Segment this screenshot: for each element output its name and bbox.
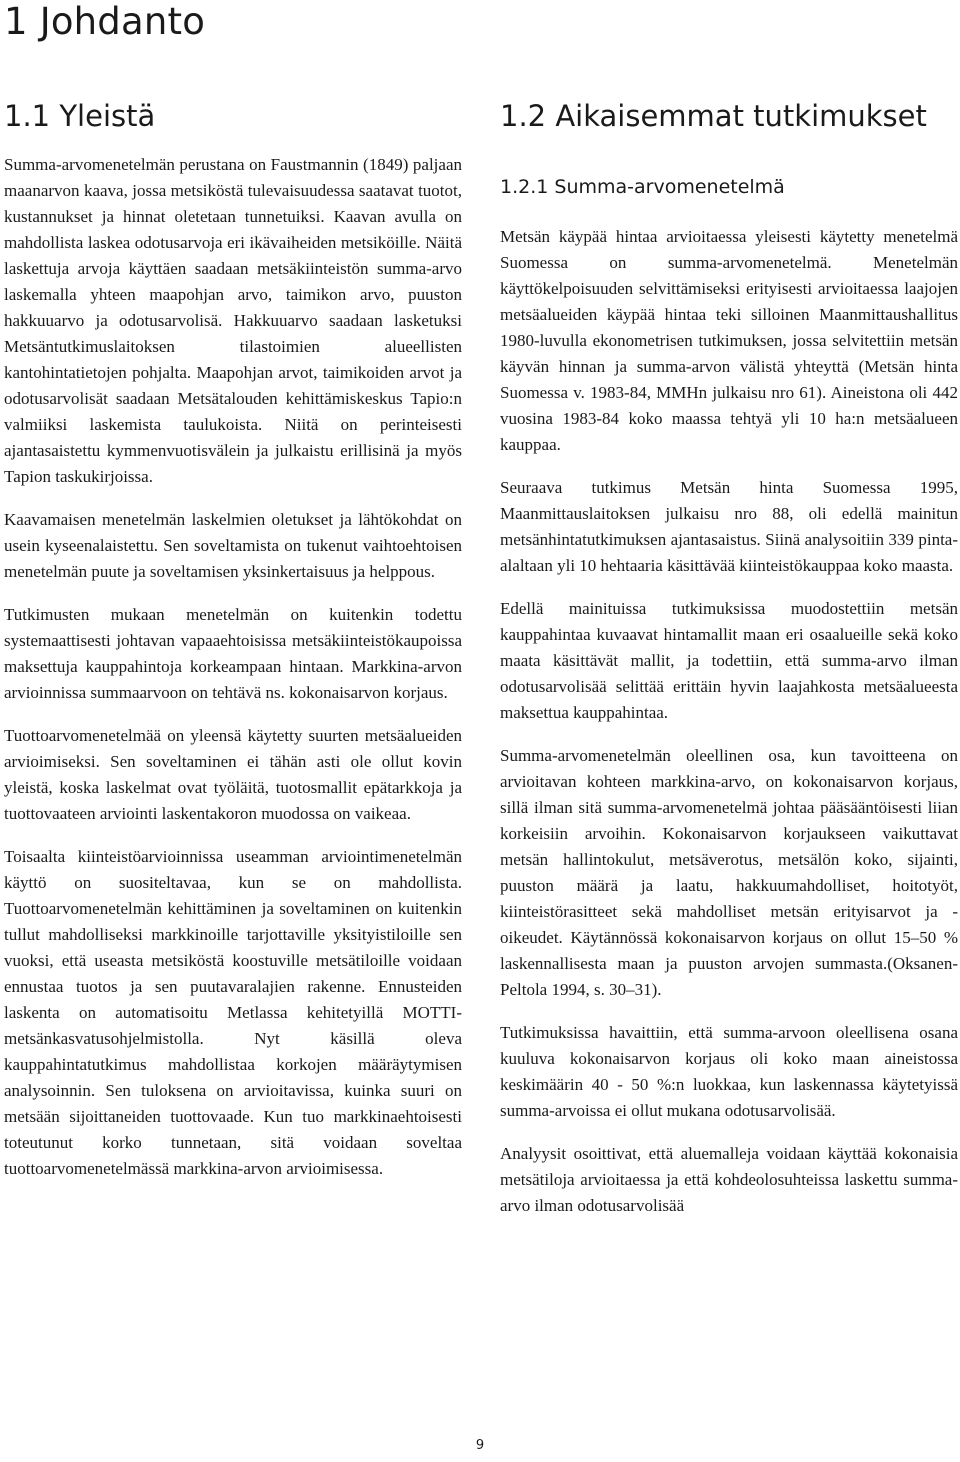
paragraph: Metsän käypää hintaa arvioitaessa yleisesti käytetty menetelmä Suomessa on summa-arvomenetelmä. Menetelmän käyttökelpoisuuden selvittämiseksi erityisesti arvioitaessa laajojen metsäalueiden käypää hintaa teki silloinen Maanmittaushallitus 1980-luvulla ekonometrisen tutkimuksen, jossa selvitettiin metsän käyvän hinnan ja summa-arvon välistä yhteyttä (Metsän hinta Suomessa v. 1983-84, MMHn julkaisu nro 61). Aineistona oli 442 vuosina 1983-84 koko maassa tehtyä yli 10 ha:n metsäalueen kauppaa. xyxy=(500,227,958,454)
chapter-title: 1 Johdanto xyxy=(4,0,206,43)
right-column xyxy=(500,224,958,1236)
paragraph: Kaavamaisen menetelmän laskelmien oletukset ja lähtökohdat on usein kyseenalaistettu. Sen soveltamista on tukenut vaihtoehtoisen menetelmän puute ja soveltamisen yksinkertaisuus ja helppous. xyxy=(4,510,462,581)
paragraph: Tutkimuksissa havaittiin, että summa-arvoon oleellisena osana kuuluva kokonaisarvon korjaus oli koko maan aineistossa keskimäärin 40 - 50 %:n luokkaa, kun laskennassa käytetyissä summa-arvoissa ei ollut mukana odotusarvolisää. xyxy=(500,1023,958,1120)
subsection-heading-summa-arvomenetelma: 1.2.1 Summa-arvomenetelmä xyxy=(500,176,785,198)
paragraph: Edellä mainituissa tutkimuksissa muodostettiin metsän kauppahintaa kuvaavat hintamallit maan eri osaalueille sekä koko maata käsittävät mallit, ja todettiin, että summa-arvo ilman odotusarvolisää selittää erittäin hyvin laajahkosta metsäalueesta maksettua kauppahintaa. xyxy=(500,599,958,722)
paragraph: Seuraava tutkimus Metsän hinta Suomessa 1995, Maanmittauslaitoksen julkaisu nro 88, oli edellä mainitun metsänhintatutkimuksen ajantasaistus. Siinä analysoitiin 339 pinta-alaltaan yli 10 hehtaaria käsittävää kiinteistökauppaa koko maasta. xyxy=(500,478,958,575)
paragraph: Toisaalta kiinteistöarvioinnissa useamman arviointimenetelmän käyttö on suositeltavaa, kun se on mahdollista. Tuottoarvomenetelmän kehittäminen ja soveltaminen on kuitenkin tullut mahdolliseksi markkinoille tarjottaville yksityistiloille sen vuoksi, että useasta metsiköstä koostuville metsätiloille voidaan ennustaa tuotos ja sen puutavaralajien rakenne. Ennusteiden laskenta on automatisoitu Metlassa kehitetyillä MOTTI-metsänkasvatusohjelmistolla. Nyt käsillä oleva kauppahintatutkimus mahdollistaa korkojen määräytymisen analysoinnin. Sen tuloksena on arvioitavissa, kuinka suuri on metsään sijoittaneiden tuottovaade. Kun tuo markkinaehtoisesti toteutunut korko tunnetaan, sitä voidaan soveltaa tuottoarvomenetelmässä markkina-arvon arvioimisessa. xyxy=(4,847,462,1178)
paragraph: Summa-arvomenetelmän perustana on Faustmannin (1849) paljaan maanarvon kaava, jossa metsiköstä tulevaisuudessa saatavat tuotot, kustannukset ja hinnat oletetaan tunnetuiksi. Kaavan avulla on mahdollista laskea odotusarvoja eri ikävaiheiden metsiköille. Näitä laskettuja arvoja käyttäen saadaan metsäkiinteistön summa-arvo laskemalla yhteen maapohjan arvo, taimikon arvo, puuston hakkuuarvo ja odotusarvolisä. Hakkuuarvo saadaan lasketuksi Metsäntutkimuslaitoksen tilastoimien alueellisten kantohintatietojen pohjalta. Maapohjan arvot, taimikoiden arvot ja odotusarvolisät saadaan Metsätalouden kehittämiskeskus Tapio:n valmiiksi laskemista taulukoista. Niitä on perinteisesti ajantasaistettu kymmenvuotisvälein ja julkaistu erillisinä ja myös Tapion taskukirjoissa. xyxy=(4,155,462,486)
paragraph: Summa-arvomenetelmän oleellinen osa, kun tavoitteena on arvioitavan kohteen markkina-arvo, on kokonaisarvon korjaus, sillä ilman sitä summa-arvomenetelmä johtaa pääsääntöisesti liian korkeisiin arvoihin. Kokonaisarvon korjaukseen vaikuttavat metsän hallintokulut, metsäverotus, metsälön koko, sijainti, puuston määrä ja laatu, hakkuumahdolliset, hoitotyöt, kiinteistörasitteet sekä mahdolliset metsän erityisarvot ja -oikeudet. Käytännössä kokonaisarvon korjaus on ollut 15–50 % laskennallisesta maan ja puuston arvojen summasta.(Oksanen-Peltola 1994, s. 30–31). xyxy=(500,746,958,999)
paragraph: Tutkimusten mukaan menetelmän on kuitenkin todettu systemaattisesti johtavan vapaaehtoisissa metsäkiinteistökaupoissa maksettuja kauppahintoja korkeampaan hintaan. Markkina-arvon arvioinnissa summaarvoon on tehtävä ns. kokonaisarvon korjaus. xyxy=(4,605,462,702)
paragraph: Analyysit osoittivat, että aluemalleja voidaan käyttää kokonaisia metsätiloja arvioitaessa ja että kohdeolosuhteissa laskettu summa-arvo ilman odotusarvolisää xyxy=(500,1144,958,1215)
section-heading-yleista: 1.1 Yleistä xyxy=(4,99,156,133)
page-number: 9 xyxy=(475,1438,485,1453)
left-column xyxy=(4,152,462,1199)
section-heading-aikaisemmat-tutkimukset: 1.2 Aikaisemmat tutkimukset xyxy=(500,99,927,133)
paragraph: Tuottoarvomenetelmää on yleensä käytetty suurten metsäalueiden arvioimiseksi. Sen soveltaminen ei tähän asti ole ollut kovin yleistä, koska laskelmat ovat työläitä, tuotosmallit epätarkkoja ja tuottovaateen arviointi laskentakoron muodossa on vaikeaa. xyxy=(4,726,462,823)
